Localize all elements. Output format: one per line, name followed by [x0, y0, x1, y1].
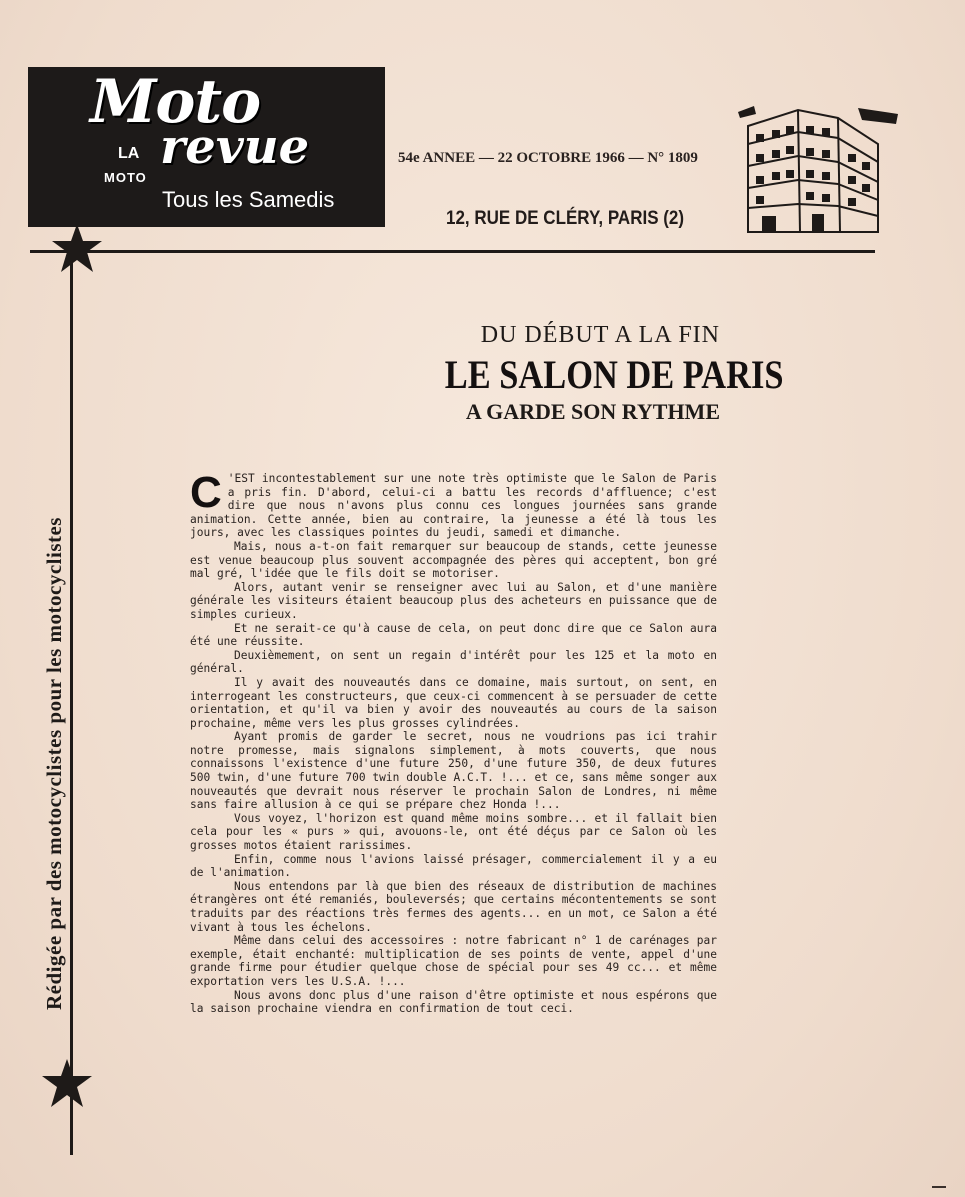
- article-paragraph: Nous entendons par là que bien des réseaux de distribution de machines étrangères ont été remaniés, bouleversés; que certains mécontentements se sont traduits par des réactions très fermes des agents... en un mot, ce Salon a été vivant à tous les échelons.: [190, 879, 717, 934]
- vertical-slogan: Rédigée par des motocyclistes pour les motocyclistes: [42, 517, 66, 1010]
- page-corner-mark: [932, 1186, 946, 1188]
- header-rule: [30, 250, 875, 253]
- sidebar-rule: [70, 255, 73, 1155]
- building-illustration-icon: [738, 104, 900, 234]
- masthead-tagline: Tous les Samedis: [162, 187, 335, 212]
- headline-kicker: DU DÉBUT A LA FIN: [480, 322, 720, 348]
- article-paragraph: Et ne serait-ce qu'à cause de cela, on peut donc dire que ce Salon aura été une réussite.: [190, 621, 717, 649]
- logo-la-text: LA: [118, 145, 140, 162]
- headline-block: [400, 322, 784, 425]
- logo-moto-text: Moto: [90, 67, 261, 137]
- logo-moto-small-text: MOTO: [104, 170, 147, 185]
- article-body: [190, 468, 717, 1016]
- article-paragraph: C 'EST incontestablement sur une note très optimiste que le Salon de Paris a pris fin. D'abord, celui-ci a battu les records d'affluence; c'est dire que nous n'avons plus connu ces longues journées sans grande animation. Cette année, bien au contraire, la jeunesse a été là tous les jours, avec les classiques pointes du jeudi, samedi et dimanche.: [190, 468, 717, 540]
- headline-title: LE SALON DE PARIS: [444, 352, 784, 397]
- masthead-logo: [28, 67, 385, 227]
- drop-cap: C: [190, 468, 222, 517]
- article-paragraph: Enfin, comme nous l'avions laissé présager, commercialement il y a eu de l'animation.: [190, 852, 717, 880]
- star-ornament-icon: [50, 222, 104, 276]
- headline-subtitle: A GARDE SON RYTHME: [465, 399, 720, 424]
- article-paragraph: Deuxièmement, on sent un regain d'intérêt pour les 125 et la moto en général.: [190, 648, 717, 676]
- star-ornament-bottom-icon: [40, 1057, 94, 1111]
- article-paragraph: Nous avons donc plus d'une raison d'être optimiste et nous espérons que la saison prochaine viendra en confirmation de tout ceci.: [190, 988, 717, 1016]
- article-paragraph: Même dans celui des accessoires : notre fabricant n° 1 de carénages par exemple, était enchanté: multiplication de ses points de vente, appel d'une grande firme pour étudier quelque chose de spécial pour ses 49 cc... et même exportation vers les U.S.A. !...: [190, 934, 717, 988]
- article-paragraph: Ayant promis de garder le secret, nous ne voudrions pas ici trahir notre promesse, mais signalons simplement, à mots couverts, que nous connaissons l'existence d'une future 250, d'une future 350, de deux futures 500 twin, d'une future 700 twin double A.C.T. !... et ce, sans même songer aux nouveautés que devrait nous réserver le prochain Salon de Londres, ni même sans faire allusion à ce qui se prépare chez Honda !...: [190, 730, 717, 812]
- article-paragraph: Il y avait des nouveautés dans ce domaine, mais surtout, on sent, en interrogeant les constructeurs, que ceux-ci commencent à se persuader de cette orientation, et qu'il va bien y avoir des nouveautés au cours de la saison prochaine, même vers les plus grosses cylindrées.: [190, 675, 717, 730]
- logo-revue-text: revue: [160, 119, 310, 175]
- article-paragraph: Alors, autant venir se renseigner avec lui au Salon, et d'une manière générale les visiteurs étaient beaucoup plus des acheteurs en puissance que de simples curieux.: [190, 580, 717, 621]
- article-paragraph: Vous voyez, l'horizon est quand même moins sombre... et il fallait bien cela pour les « purs » qui, avouons-le, ont été déçus par ce Salon où les grosses motos étaient rarissimes.: [190, 811, 717, 853]
- address-line: 12, RUE DE CLÉRY, PARIS (2): [446, 206, 685, 229]
- issue-line: 54e ANNEE — 22 OCTOBRE 1966 — N° 1809: [398, 150, 698, 166]
- article-paragraph: Mais, nous a-t-on fait remarquer sur beaucoup de stands, cette jeunesse est venue beaucoup plus souvent accompagnée des pères qui acceptent, bon gré mal gré, l'idée que le fils doit se motoriser.: [190, 539, 717, 581]
